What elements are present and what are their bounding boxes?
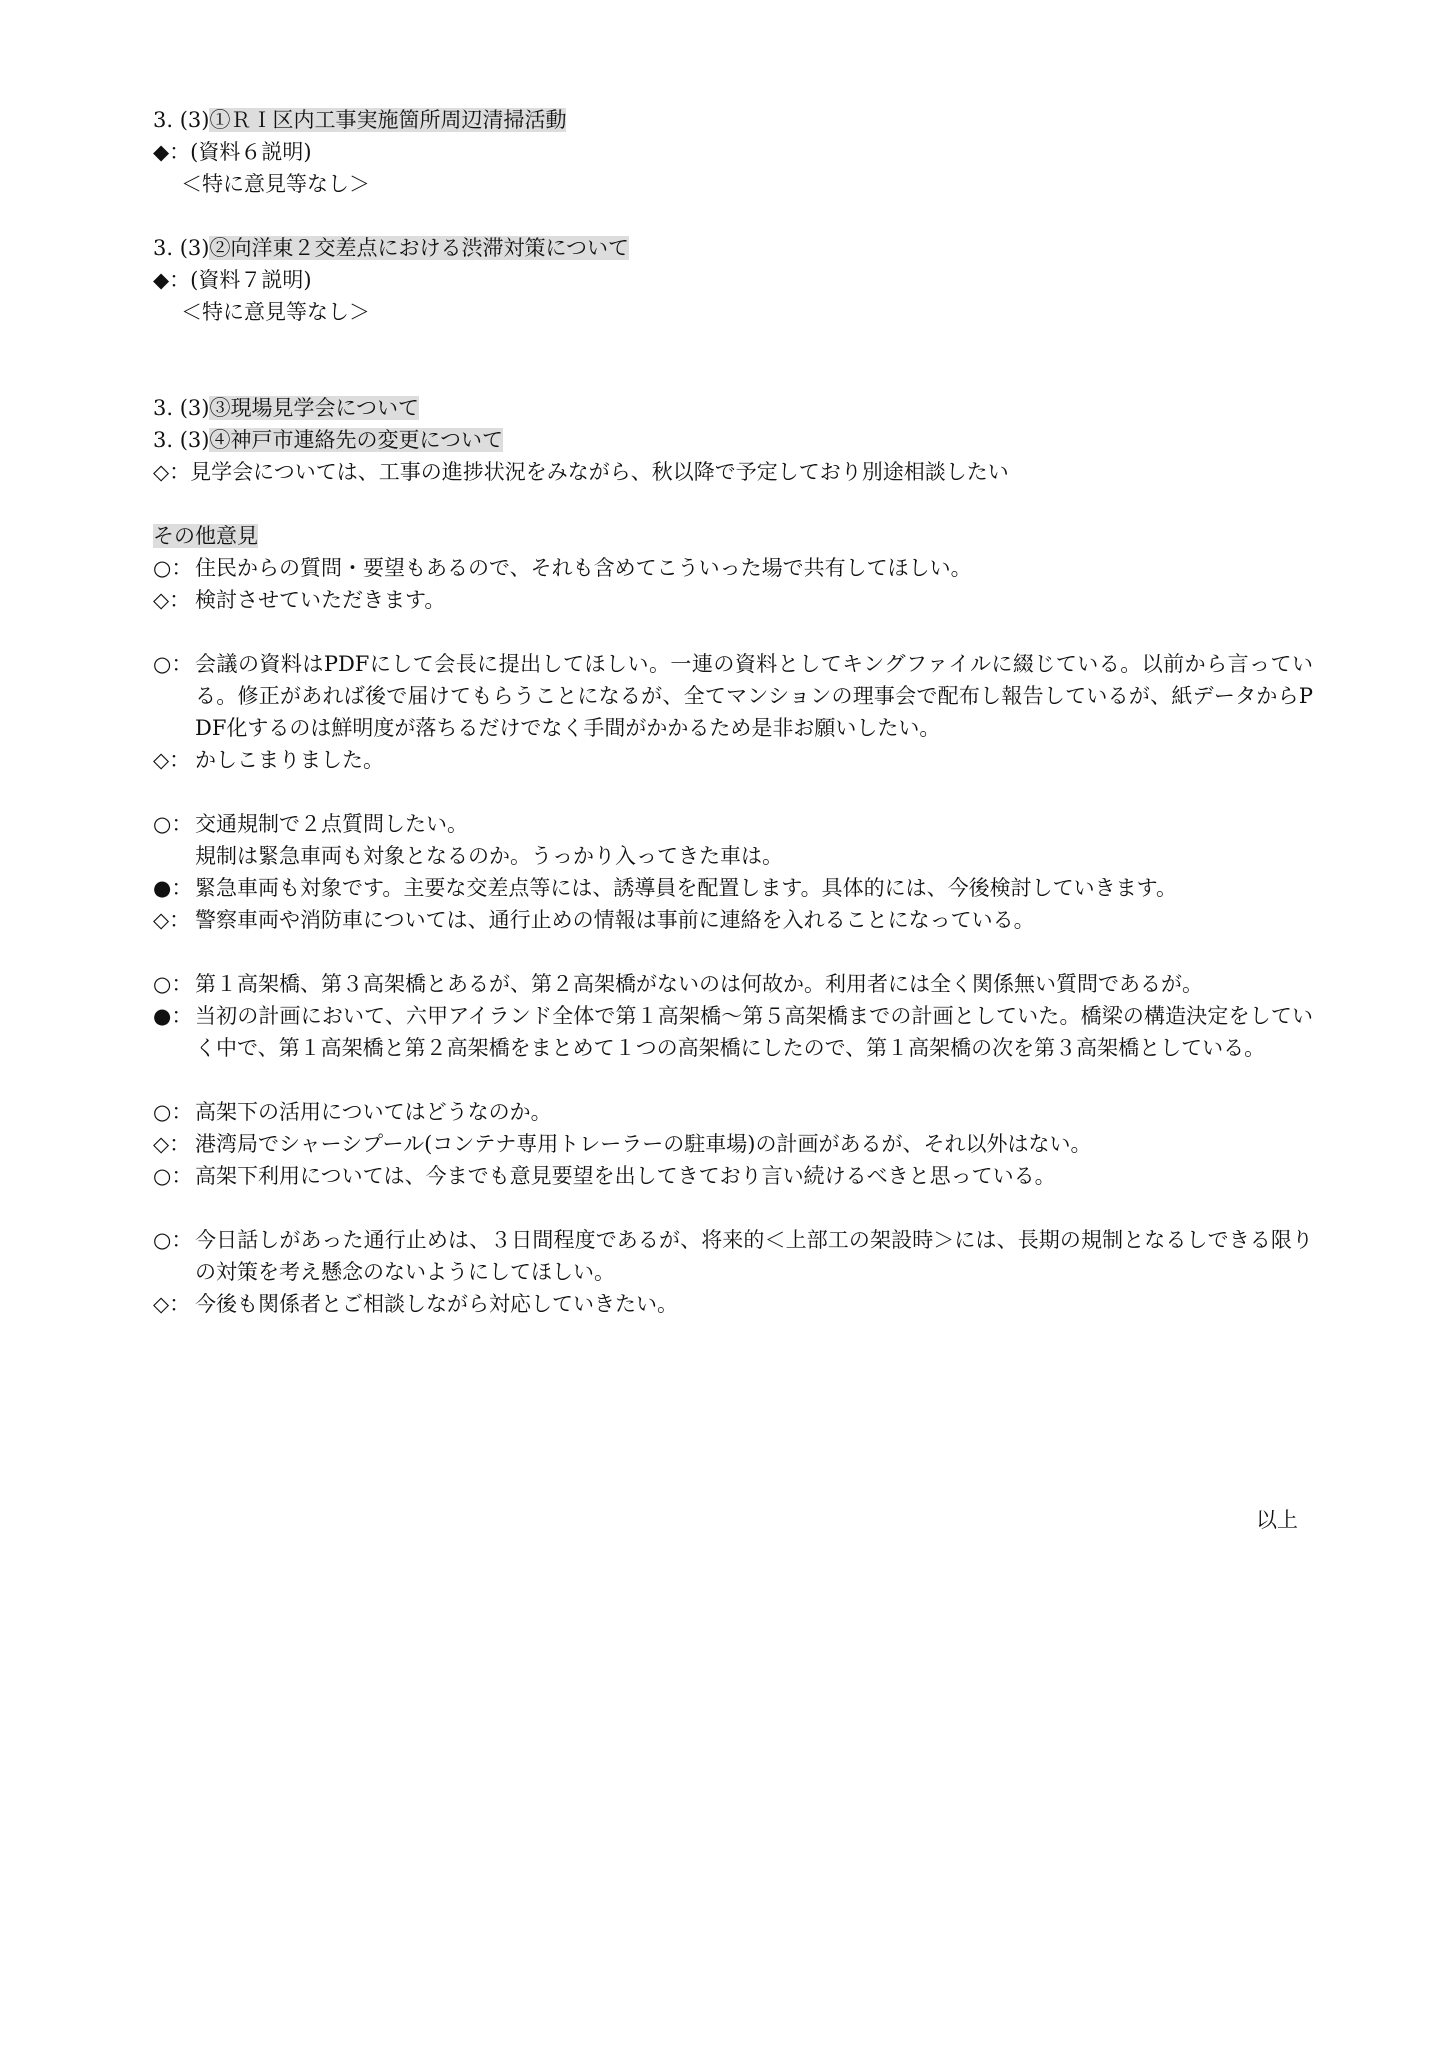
section-heading (153, 232, 1313, 264)
section-heading (153, 104, 1313, 136)
section-item (153, 264, 1313, 296)
comment-text: かしこまりました。 (195, 748, 384, 772)
comment-text: 高架下利用については、今までも意見要望を出してきており言い続けるべきと思っている。 (195, 1164, 1056, 1188)
comment-item (153, 872, 1313, 904)
comment-item (153, 840, 1313, 872)
comment-mark: ○： (153, 1164, 193, 1188)
comment-text: 検討させていただきます。 (195, 588, 446, 612)
comment-item (153, 1288, 1313, 1320)
comment-mark: ○： (153, 652, 193, 676)
other-heading (153, 520, 1313, 552)
comment-text: 今日話しがあった通行止めは、３日間程度であるが、将来的＜上部工の架設時＞には、長期の規制となるしできる限りの対策を考え懸念のないようにしてほしい。 (195, 1228, 1313, 1284)
comment-item (153, 648, 1313, 744)
section-heading (153, 424, 1313, 456)
item-mark: ◆： (153, 268, 191, 292)
section-item (153, 136, 1313, 168)
item-text: 見学会については、工事の進捗状況をみながら、秋以降で予定しており別途相談したい (190, 460, 1009, 484)
comment-mark: ◇： (153, 908, 191, 932)
comment-mark: ◇： (153, 1292, 191, 1316)
heading-prefix: 3. (3) (153, 396, 210, 420)
spacer (153, 936, 1313, 968)
comment-item (153, 808, 1313, 840)
comment-mark: ○： (153, 556, 193, 580)
item-text: (資料６説明) (190, 140, 312, 164)
spacer (153, 328, 1313, 392)
comment-mark: ◇： (153, 588, 191, 612)
comment-item (153, 584, 1313, 616)
spacer (153, 616, 1313, 648)
heading-prefix: 3. (3) (153, 428, 210, 452)
comment-mark: ○： (153, 1100, 193, 1124)
spacer (153, 488, 1313, 520)
heading-prefix: 3. (3) (153, 236, 210, 260)
comment-text: 緊急車両も対象です。主要な交差点等には、誘導員を配置します。具体的には、今後検討していきます。 (195, 876, 1177, 900)
comment-item (153, 1000, 1313, 1064)
comment-text: 今後も関係者とご相談しながら対応していきたい。 (195, 1292, 678, 1316)
heading-highlight: その他意見 (153, 524, 258, 548)
heading-highlight: ④神戸市連絡先の変更について (209, 428, 504, 452)
comment-mark: ◇： (153, 748, 191, 772)
comment-mark: ●： (153, 876, 193, 900)
comment-text: 会議の資料はPDFにして会長に提出してほしい。一連の資料としてキングファイルに綴じている。以前から言っている。修正があれば後で届けてもらうことになるが、全てマンションの理事会で配布し報告しているが、紙データからPDF化するのは鮮明度が落ちるだけでなく手間がかかるため是非お願いしたい。 (195, 652, 1313, 740)
comment-item (153, 552, 1313, 584)
comment-item (153, 904, 1313, 936)
comment-mark: ○： (153, 812, 193, 836)
comment-mark: ○： (153, 1228, 193, 1252)
section-note: ＜特に意見等なし＞ (181, 172, 370, 196)
spacer (153, 1064, 1313, 1096)
comment-text: 警察車両や消防車については、通行止めの情報は事前に連絡を入れることになっている。 (195, 908, 1035, 932)
comment-text: 第１高架橋、第３高架橋とあるが、第２高架橋がないのは何故か。利用者には全く関係無い質問であるが。 (195, 972, 1203, 996)
comment-item (153, 968, 1313, 1000)
comment-text: 交通規制で２点質問したい。 (195, 812, 468, 836)
heading-highlight: ①ＲＩ区内工事実施箇所周辺清掃活動 (209, 108, 567, 132)
item-mark: ◇： (153, 460, 191, 484)
comment-text: 規制は緊急車両も対象となるのか。うっかり入ってきた車は。 (195, 844, 783, 868)
section-item (153, 456, 1313, 488)
comment-text: 住民からの質問・要望もあるので、それも含めてこういった場で共有してほしい。 (195, 556, 972, 580)
spacer (153, 200, 1313, 232)
document-body (153, 104, 1313, 1320)
comment-mark: ◇： (153, 1132, 191, 1156)
comment-text: 当初の計画において、六甲アイランド全体で第１高架橋～第５高架橋までの計画としていた。橋梁の構造決定をしていく中で、第１高架橋と第２高架橋をまとめて１つの高架橋にしたので、第１高架橋の次を第３高架橋としている。 (195, 1004, 1313, 1060)
closing-text: 以上 (1256, 1508, 1298, 1532)
spacer (153, 1192, 1313, 1224)
comment-text: 高架下の活用についてはどうなのか。 (195, 1100, 552, 1124)
comment-item (153, 1160, 1313, 1192)
item-mark: ◆： (153, 140, 191, 164)
comment-item (153, 1096, 1313, 1128)
section-heading (153, 392, 1313, 424)
spacer (153, 776, 1313, 808)
comment-mark: ●： (153, 1004, 193, 1028)
comment-item (153, 744, 1313, 776)
item-text: (資料７説明) (190, 268, 312, 292)
comment-item (153, 1128, 1313, 1160)
comment-mark: ○： (153, 972, 193, 996)
heading-prefix: 3. (3) (153, 108, 210, 132)
section-note: ＜特に意見等なし＞ (181, 300, 370, 324)
heading-highlight: ②向洋東２交差点における渋滞対策について (209, 236, 630, 260)
heading-highlight: ③現場見学会について (209, 396, 420, 420)
comment-text: 港湾局でシャーシプール(コンテナ専用トレーラーの駐車場)の計画があるが、それ以外はない。 (195, 1132, 1092, 1156)
comment-item (153, 1224, 1313, 1288)
